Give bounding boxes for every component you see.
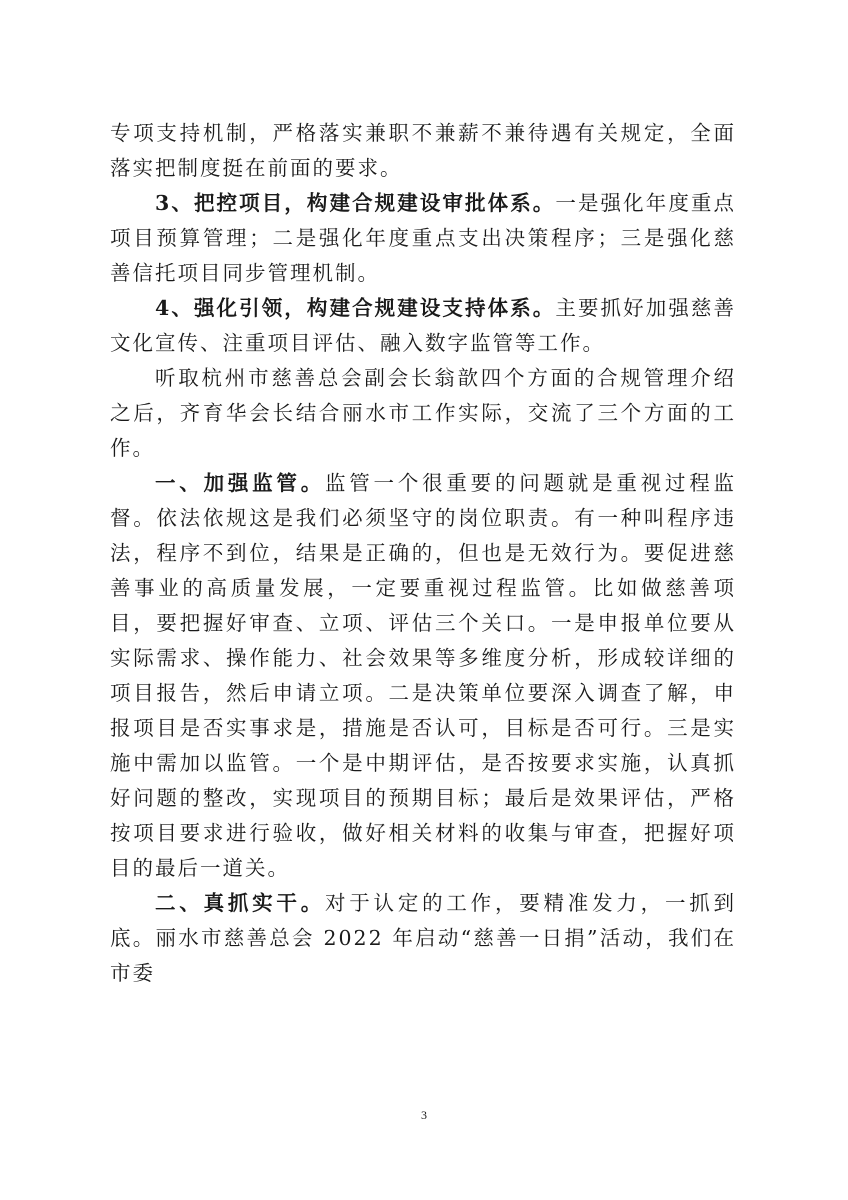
paragraph-2-body: 一是强化年度重点项目预算管理；二是强化年度重点支出决策程序；三是强化慈善信托项目同步管理机制。 <box>110 191 737 285</box>
paragraph-5-body: 监管一个很重要的问题就是重视过程监督。依法依规这是我们必须坚守的岗位职责。有一种叫程序违法，程序不到位，结果是正确的，但也是无效行为。要促进慈善事业的高质量发展，一定要重视过程监管。比如做慈善项目，要把握好审查、立项、评估三个关口。一是申报单位要从实际需求、操作能力、社会效果等多维度分析，形成较详细的项目报告，然后申请立项。二是决策单位要深入调查了解，申报项目是否实事求是，措施是否认可，目标是否可行。三是实施中需加以监管。一个是中期评估，是否按要求实施，认真抓好问题的整改，实现项目的预期目标；最后是效果评估，严格按项目要求进行验收，做好相关材料的收集与审查，把握好项目的最后一道关。 <box>110 471 737 880</box>
paragraph-3 <box>110 291 736 361</box>
paragraph-6 <box>110 886 736 991</box>
paragraph-4: 听取杭州市慈善总会副会长翁歆四个方面的合规管理介绍之后，齐育华会长结合丽水市工作实际，交流了三个方面的工作。 <box>110 366 736 460</box>
paragraph-6-heading: 二、真抓实干。 <box>155 891 325 915</box>
paragraph-5-heading: 一、加强监管。 <box>155 471 325 495</box>
paragraph-5 <box>110 466 736 886</box>
paragraph-3-body: 主要抓好加强慈善文化宣传、注重项目评估、融入数字监管等工作。 <box>110 296 737 355</box>
page-number: 3 <box>421 1108 427 1122</box>
paragraph-2 <box>110 186 736 291</box>
body-text <box>110 116 736 991</box>
paragraph-3-heading: 4、强化引领，构建合规建设支持体系。 <box>155 296 556 320</box>
paragraph-6-body: 对于认定的工作，要精准发力，一抓到底。丽水市慈善总会 2022 年启动“慈善一日捐”活动，我们在市委 <box>110 891 737 985</box>
paragraph-2-heading: 3、把控项目，构建合规建设审批体系。 <box>155 191 556 215</box>
paragraph-1: 专项支持机制，严格落实兼职不兼薪不兼待遇有关规定，全面落实把制度挺在前面的要求。 <box>110 121 736 180</box>
